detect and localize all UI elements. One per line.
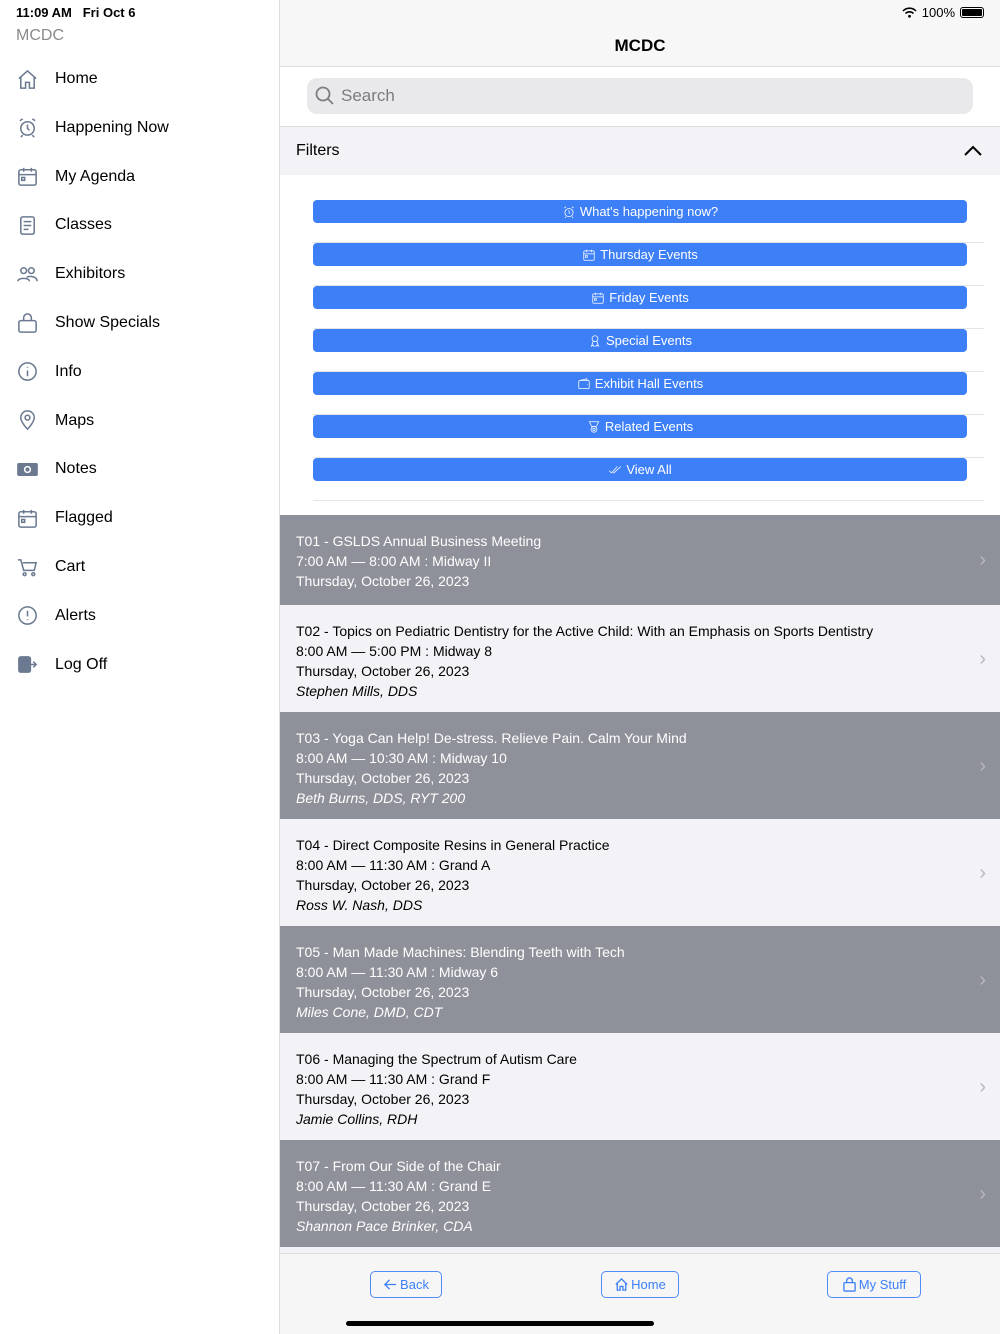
event-speaker: Miles Cone, DMD, CDT bbox=[296, 1004, 443, 1020]
search-input[interactable] bbox=[307, 78, 973, 114]
cart-icon bbox=[16, 556, 39, 579]
chevron-right-icon: › bbox=[979, 968, 986, 991]
event-row[interactable] bbox=[280, 1140, 1000, 1247]
event-title: T05 - Man Made Machines: Blending Teeth with Tech bbox=[296, 944, 625, 960]
event-row[interactable] bbox=[280, 926, 1000, 1033]
sidebar-item-my-agenda[interactable] bbox=[16, 157, 135, 197]
event-title: T07 - From Our Side of the Chair bbox=[296, 1158, 501, 1174]
medal-icon bbox=[587, 420, 601, 434]
back-button[interactable] bbox=[370, 1271, 442, 1298]
event-title: T02 - Topics on Pediatric Dentistry for the Active Child: With an Emphasis on Sports Dentistry bbox=[296, 623, 874, 639]
event-time: 8:00 AM — 11:30 AM : Grand F bbox=[296, 1071, 491, 1087]
filter-view-all-button[interactable] bbox=[313, 458, 967, 481]
my-stuff-label: My Stuff bbox=[858, 1277, 907, 1292]
event-time: 8:00 AM — 10:30 AM : Midway 10 bbox=[296, 750, 507, 766]
filter-exhibit-hall-events-button[interactable] bbox=[313, 372, 967, 395]
sidebar-title: MCDC bbox=[16, 27, 64, 44]
sidebar-item-happening-now[interactable] bbox=[16, 108, 169, 148]
event-speaker: Stephen Mills, DDS bbox=[296, 683, 418, 699]
sidebar-item-label: Log Off bbox=[55, 655, 108, 673]
status-indicators bbox=[902, 5, 984, 20]
event-time: 8:00 AM — 5:00 PM : Midway 8 bbox=[296, 643, 493, 659]
event-speaker: Jamie Collins, RDH bbox=[296, 1111, 418, 1127]
event-date: Thursday, October 26, 2023 bbox=[296, 663, 470, 679]
event-date: Thursday, October 26, 2023 bbox=[296, 770, 470, 786]
main-panel bbox=[280, 0, 1000, 1334]
calendar-icon bbox=[16, 507, 39, 530]
chevron-up-icon bbox=[964, 145, 982, 157]
filter-special-events-button[interactable] bbox=[313, 329, 967, 352]
event-date: Thursday, October 26, 2023 bbox=[296, 1091, 470, 1107]
sidebar-item-exhibitors[interactable] bbox=[16, 254, 125, 294]
award-icon bbox=[588, 334, 602, 348]
sidebar-item-label: Show Specials bbox=[55, 314, 160, 331]
chevron-right-icon: › bbox=[979, 1182, 986, 1205]
filter-friday-events-button[interactable] bbox=[313, 286, 967, 309]
info-icon bbox=[16, 360, 39, 383]
home-button[interactable] bbox=[601, 1271, 679, 1298]
sidebar-item-cart[interactable] bbox=[16, 547, 85, 587]
home-indicator bbox=[346, 1321, 654, 1326]
sidebar-item-show-specials[interactable] bbox=[16, 303, 160, 343]
money-icon bbox=[16, 458, 39, 481]
chevron-right-icon: › bbox=[979, 549, 986, 571]
event-row[interactable] bbox=[280, 605, 1000, 712]
event-speaker: Ross W. Nash, DDS bbox=[296, 897, 423, 913]
filter-button-label: Exhibit Hall Events bbox=[594, 376, 704, 391]
sidebar-item-label: Flagged bbox=[55, 509, 113, 527]
event-time: 8:00 AM — 11:30 AM : Grand E bbox=[296, 1178, 492, 1194]
chevron-right-icon: › bbox=[979, 1075, 986, 1098]
home-icon bbox=[614, 1277, 629, 1292]
filter-button-label: Thursday Events bbox=[600, 247, 698, 262]
battery-percent: 100% bbox=[921, 5, 955, 20]
sidebar-item-label: My Agenda bbox=[55, 167, 136, 185]
my-stuff-button[interactable] bbox=[827, 1271, 921, 1298]
event-title: T04 - Direct Composite Resins in General Practice bbox=[296, 837, 610, 853]
chevron-right-icon: › bbox=[979, 861, 986, 884]
search-icon bbox=[315, 86, 335, 106]
event-date: Thursday, October 26, 2023 bbox=[296, 573, 470, 589]
page-title: MCDC bbox=[280, 0, 1000, 67]
alarm-icon bbox=[16, 116, 39, 139]
bag-icon bbox=[842, 1277, 857, 1292]
sidebar bbox=[0, 0, 280, 1334]
event-time: 8:00 AM — 11:30 AM : Grand A bbox=[296, 857, 491, 873]
filter-button-label: View All bbox=[626, 462, 672, 477]
people-icon bbox=[16, 263, 39, 286]
alarm-icon bbox=[562, 205, 576, 219]
filter-button-label: Special Events bbox=[606, 333, 692, 348]
sidebar-item-classes[interactable] bbox=[16, 205, 112, 245]
calendar-icon bbox=[16, 165, 39, 188]
filter-button-label: Friday Events bbox=[609, 290, 689, 305]
sidebar-item-label: Cart bbox=[55, 558, 86, 575]
checks-icon bbox=[608, 463, 622, 477]
sidebar-item-maps[interactable] bbox=[16, 401, 94, 441]
logout-icon bbox=[16, 653, 39, 676]
event-row[interactable] bbox=[280, 712, 1000, 819]
event-date: Thursday, October 26, 2023 bbox=[296, 984, 470, 1000]
pin-icon bbox=[16, 409, 39, 432]
event-row[interactable] bbox=[280, 819, 1000, 926]
filter-button-label: Related Events bbox=[604, 419, 694, 434]
filter-what-s-happening-now-button[interactable] bbox=[313, 200, 967, 223]
event-title: T03 - Yoga Can Help! De-stress. Relieve Pain. Calm Your Mind bbox=[296, 730, 687, 746]
home-icon bbox=[16, 68, 39, 91]
chevron-right-icon: › bbox=[979, 754, 986, 777]
sidebar-item-label: Home bbox=[55, 70, 98, 87]
sidebar-item-label: Happening Now bbox=[55, 118, 169, 136]
filter-thursday-events-button[interactable] bbox=[313, 243, 967, 266]
wifi-icon bbox=[902, 7, 917, 18]
document-icon bbox=[16, 214, 39, 237]
event-speaker: Beth Burns, DDS, RYT 200 bbox=[296, 790, 466, 806]
sidebar-item-label: Info bbox=[55, 362, 82, 380]
filter-related-events-button[interactable] bbox=[313, 415, 967, 438]
chevron-right-icon: › bbox=[979, 647, 986, 670]
sidebar-item-info[interactable] bbox=[16, 352, 82, 392]
event-speaker: Shannon Pace Brinker, CDA bbox=[296, 1218, 473, 1234]
sidebar-item-label: Classes bbox=[55, 216, 112, 234]
event-title: T01 - GSLDS Annual Business Meeting bbox=[296, 533, 542, 549]
sidebar-item-notes[interactable] bbox=[16, 449, 97, 489]
home-label: Home bbox=[631, 1277, 666, 1292]
sidebar-item-label: Alerts bbox=[55, 606, 96, 624]
status-time: 11:09 AM Fri Oct 6 bbox=[16, 5, 136, 20]
sidebar-item-log-off[interactable] bbox=[16, 645, 107, 685]
filter-buttons bbox=[280, 175, 1000, 515]
sidebar-item-home[interactable] bbox=[16, 59, 98, 99]
event-time: 7:00 AM — 8:00 AM : Midway II bbox=[296, 553, 492, 569]
filters-toggle[interactable] bbox=[280, 126, 1000, 175]
sidebar-item-label: Notes bbox=[55, 460, 97, 478]
alert-icon bbox=[16, 604, 39, 627]
event-title: T06 - Managing the Spectrum of Autism Care bbox=[296, 1051, 577, 1067]
event-row[interactable] bbox=[280, 515, 1000, 605]
filter-button-label: What's happening now? bbox=[579, 204, 719, 219]
search-placeholder: Search bbox=[341, 86, 395, 105]
sidebar-item-alerts[interactable] bbox=[16, 596, 96, 636]
arrow-left-icon bbox=[383, 1277, 398, 1292]
event-list bbox=[280, 515, 1000, 1247]
event-row[interactable] bbox=[280, 1033, 1000, 1140]
back-label: Back bbox=[400, 1277, 429, 1292]
event-time: 8:00 AM — 11:30 AM : Midway 6 bbox=[296, 964, 499, 980]
sidebar-item-label: Maps bbox=[55, 411, 95, 429]
bag-icon bbox=[16, 312, 39, 335]
filters-label: Filters bbox=[296, 142, 340, 159]
wallet-icon bbox=[577, 377, 591, 391]
sidebar-item-flagged[interactable] bbox=[16, 498, 113, 538]
event-date: Thursday, October 26, 2023 bbox=[296, 877, 470, 893]
calendar-icon bbox=[582, 248, 596, 262]
event-date: Thursday, October 26, 2023 bbox=[296, 1198, 470, 1214]
sidebar-item-label: Exhibitors bbox=[55, 265, 126, 283]
calendar-icon bbox=[591, 291, 605, 305]
battery-icon bbox=[960, 7, 984, 18]
